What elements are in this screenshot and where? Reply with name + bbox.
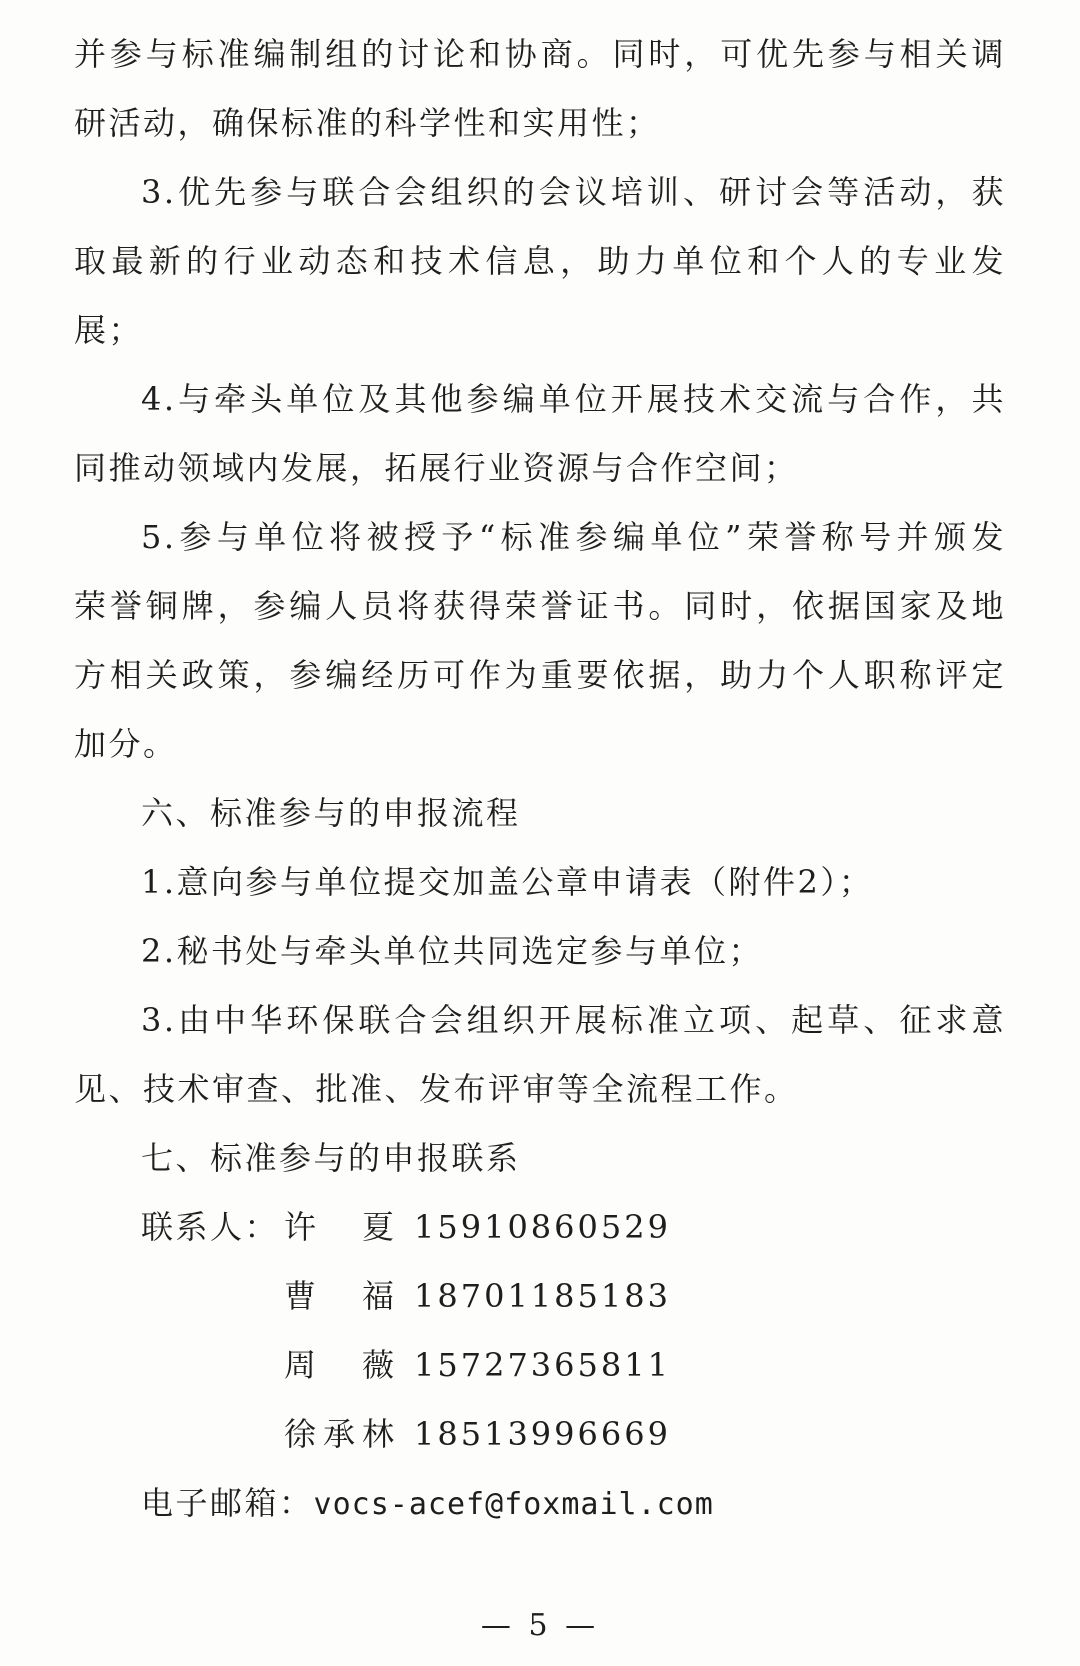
document-body	[74, 20, 1006, 1538]
paragraph-line: 3.优先参与联合会组织的会议培训、研讨会等活动，获	[141, 173, 1006, 211]
contact-row	[74, 1193, 1006, 1262]
email-label: 电子邮箱：	[141, 1484, 314, 1522]
contact-row	[74, 1400, 1006, 1469]
contact-phone: 15727365811	[414, 1346, 671, 1384]
email-row	[74, 1469, 1006, 1538]
contact-phone: 15910860529	[414, 1208, 671, 1246]
paragraph-line: 加分。	[74, 725, 178, 763]
paragraph-line: 取最新的行业动态和技术信息，助力单位和个人的专业发	[74, 242, 1006, 280]
paragraph-line: 5.参与单位将被授予“标准参编单位”荣誉称号并颁发	[141, 518, 1006, 556]
email-address: vocs-acef@foxmail.com	[313, 1487, 714, 1522]
paragraph-line: 4.与牵头单位及其他参编单位开展技术交流与合作，共	[141, 380, 1006, 418]
contact-label: 联系人：	[141, 1208, 280, 1246]
paragraph-line: 展；	[74, 311, 144, 349]
process-step-2: 2.秘书处与牵头单位共同选定参与单位；	[141, 932, 764, 970]
process-step-3-cont: 见、技术审查、批准、发布评审等全流程工作。	[74, 1070, 799, 1108]
process-step-1: 1.意向参与单位提交加盖公章申请表（附件2）；	[141, 863, 874, 901]
contact-name: 许 夏	[284, 1208, 394, 1246]
contact-name: 徐承林	[284, 1415, 394, 1453]
contact-row	[74, 1331, 1006, 1400]
section-heading-contact: 七、标准参与的申报联系	[141, 1139, 521, 1177]
paragraph-line: 同推动领域内发展，拓展行业资源与合作空间；	[74, 449, 799, 487]
contact-phone: 18701185183	[414, 1277, 671, 1315]
process-step-3: 3.由中华环保联合会组织开展标准立项、起草、征求意	[141, 1001, 1006, 1039]
section-heading-process: 六、标准参与的申报流程	[141, 794, 521, 832]
contact-name: 曹 福	[284, 1277, 394, 1315]
contact-row	[74, 1262, 1006, 1331]
paragraph-line: 并参与标准编制组的讨论和协商。同时，可优先参与相关调	[74, 35, 1006, 73]
paragraph-line: 方相关政策，参编经历可作为重要依据，助力个人职称评定	[74, 656, 1006, 694]
contact-phone: 18513996669	[414, 1415, 671, 1453]
contact-name: 周 薇	[284, 1346, 394, 1384]
paragraph-line: 研活动，确保标准的科学性和实用性；	[74, 104, 661, 142]
page-number: — 5 —	[480, 1608, 600, 1643]
paragraph-line: 荣誉铜牌，参编人员将获得荣誉证书。同时，依据国家及地	[74, 587, 1006, 625]
